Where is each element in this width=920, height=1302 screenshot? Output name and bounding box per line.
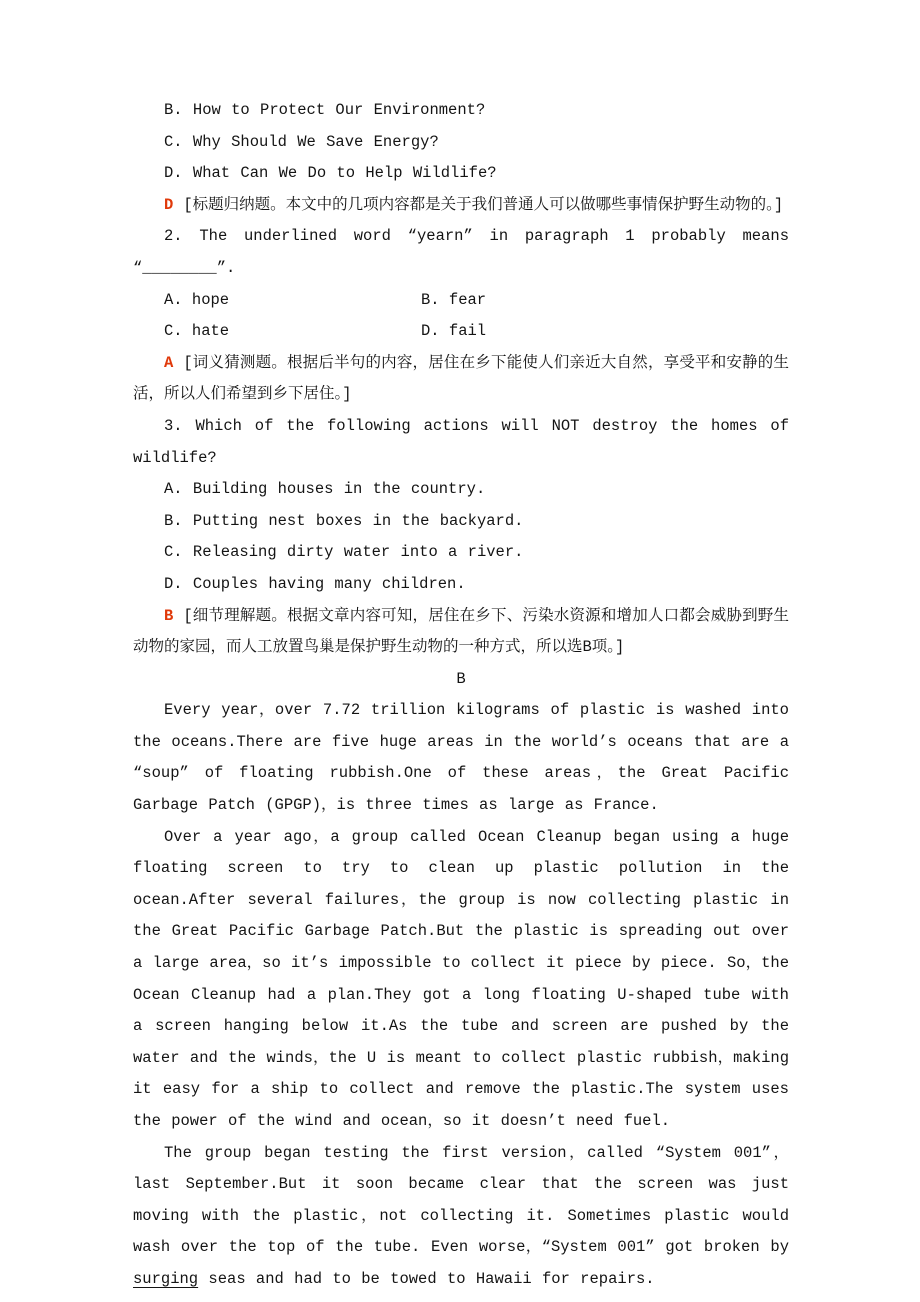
q1-answer-letter: D: [164, 195, 174, 214]
q2-options-row-1: [133, 285, 789, 317]
q1-explanation-text: [标题归纳题。本文中的几项内容都是关于我们普通人可以做哪些事情保护野生动物的。]: [183, 195, 784, 214]
q3-answer-explanation: [133, 601, 789, 664]
q3-option-b: B. Putting nest boxes in the backyard.: [164, 511, 524, 530]
q2-option-c: C. hate: [164, 322, 230, 341]
q1-option-c: C. Why Should We Save Energy?: [164, 132, 439, 151]
q3-stem: 3. Which of the following actions will NOT destroy the homes of wildlife?: [133, 416, 789, 467]
passage-section-heading: B: [456, 669, 466, 688]
passage-paragraph-2: Over a year ago，a group called Ocean Cleanup began using a huge floating screen to try to clean up plastic pollution in the ocean.After several failures，the group is now collecting plastic in the Great Pacific Garbage Patch.But the plastic is spreading out over a large area，so it’s impossible to collect it piece by piece. So，the Ocean Cleanup had a plan.They got a long floating U-shaped tube with a screen hanging below it.As the tube and screen are pushed by the water and the winds，the U is meant to collect plastic rubbish，making it easy for a ship to collect and remove the plastic.The system uses the power of the wind and ocean，so it doesn’t need fuel.: [133, 827, 789, 1130]
q2-option-b: B. fear: [421, 290, 487, 309]
q2-stem: 2. The underlined word “yearn” in paragraph 1 probably means “________”.: [133, 227, 789, 277]
underlined-word-surging: surging: [133, 1269, 199, 1288]
q1-answer-explanation: [133, 190, 789, 222]
q3-option-a: A. Building houses in the country.: [164, 480, 486, 499]
paragraph-3-text-after: seas and had to be towed to Hawaii for repairs.: [198, 1269, 655, 1288]
q3-explanation-text: [细节理解题。根据文章内容可知，居住在乡下、污染水资源和增加人口都会威胁到野生动物的家园，而人工放置鸟巢是保护野生动物的一种方式，所以选B项。]: [133, 606, 789, 657]
q3-option-c: C. Releasing dirty water into a river.: [164, 543, 524, 562]
q2-option-a: A. hope: [164, 290, 230, 309]
q3-answer-letter: B: [164, 606, 174, 625]
q1-option-d: D. What Can We Do to Help Wildlife?: [164, 164, 497, 183]
q2-answer-explanation: [133, 348, 789, 411]
passage-paragraph-1: Every year，over 7.72 trillion kilograms of plastic is washed into the oceans.There are five huge areas in the world’s oceans that are a “soup” of floating rubbish.One of these areas，the Great Pacific Garbage Patch (GPGP)，is three times as large as France.: [133, 701, 789, 815]
passage-paragraph-3: [133, 1138, 789, 1296]
q3-option-d: D. Couples having many children.: [164, 574, 466, 593]
q2-options-row-2: [133, 316, 789, 348]
reading-exercise-page: [133, 0, 789, 1296]
paragraph-3-text-before: The group began testing the first version，called “System 001”，last September.But it soon became clear that the screen was just moving with the plastic，not collecting it. Sometimes plastic would wash over the top of the tube. Even worse，“System 001” got broken by: [133, 1143, 789, 1257]
q2-option-d: D. fail: [421, 322, 487, 341]
q2-answer-letter: A: [164, 353, 174, 372]
q2-explanation-text: [词义猜测题。根据后半句的内容，居住在乡下能使人们亲近大自然，享受平和安静的生活，所以人们希望到乡下居住。]: [133, 353, 789, 404]
q1-option-b: B. How to Protect Our Environment?: [164, 101, 486, 119]
